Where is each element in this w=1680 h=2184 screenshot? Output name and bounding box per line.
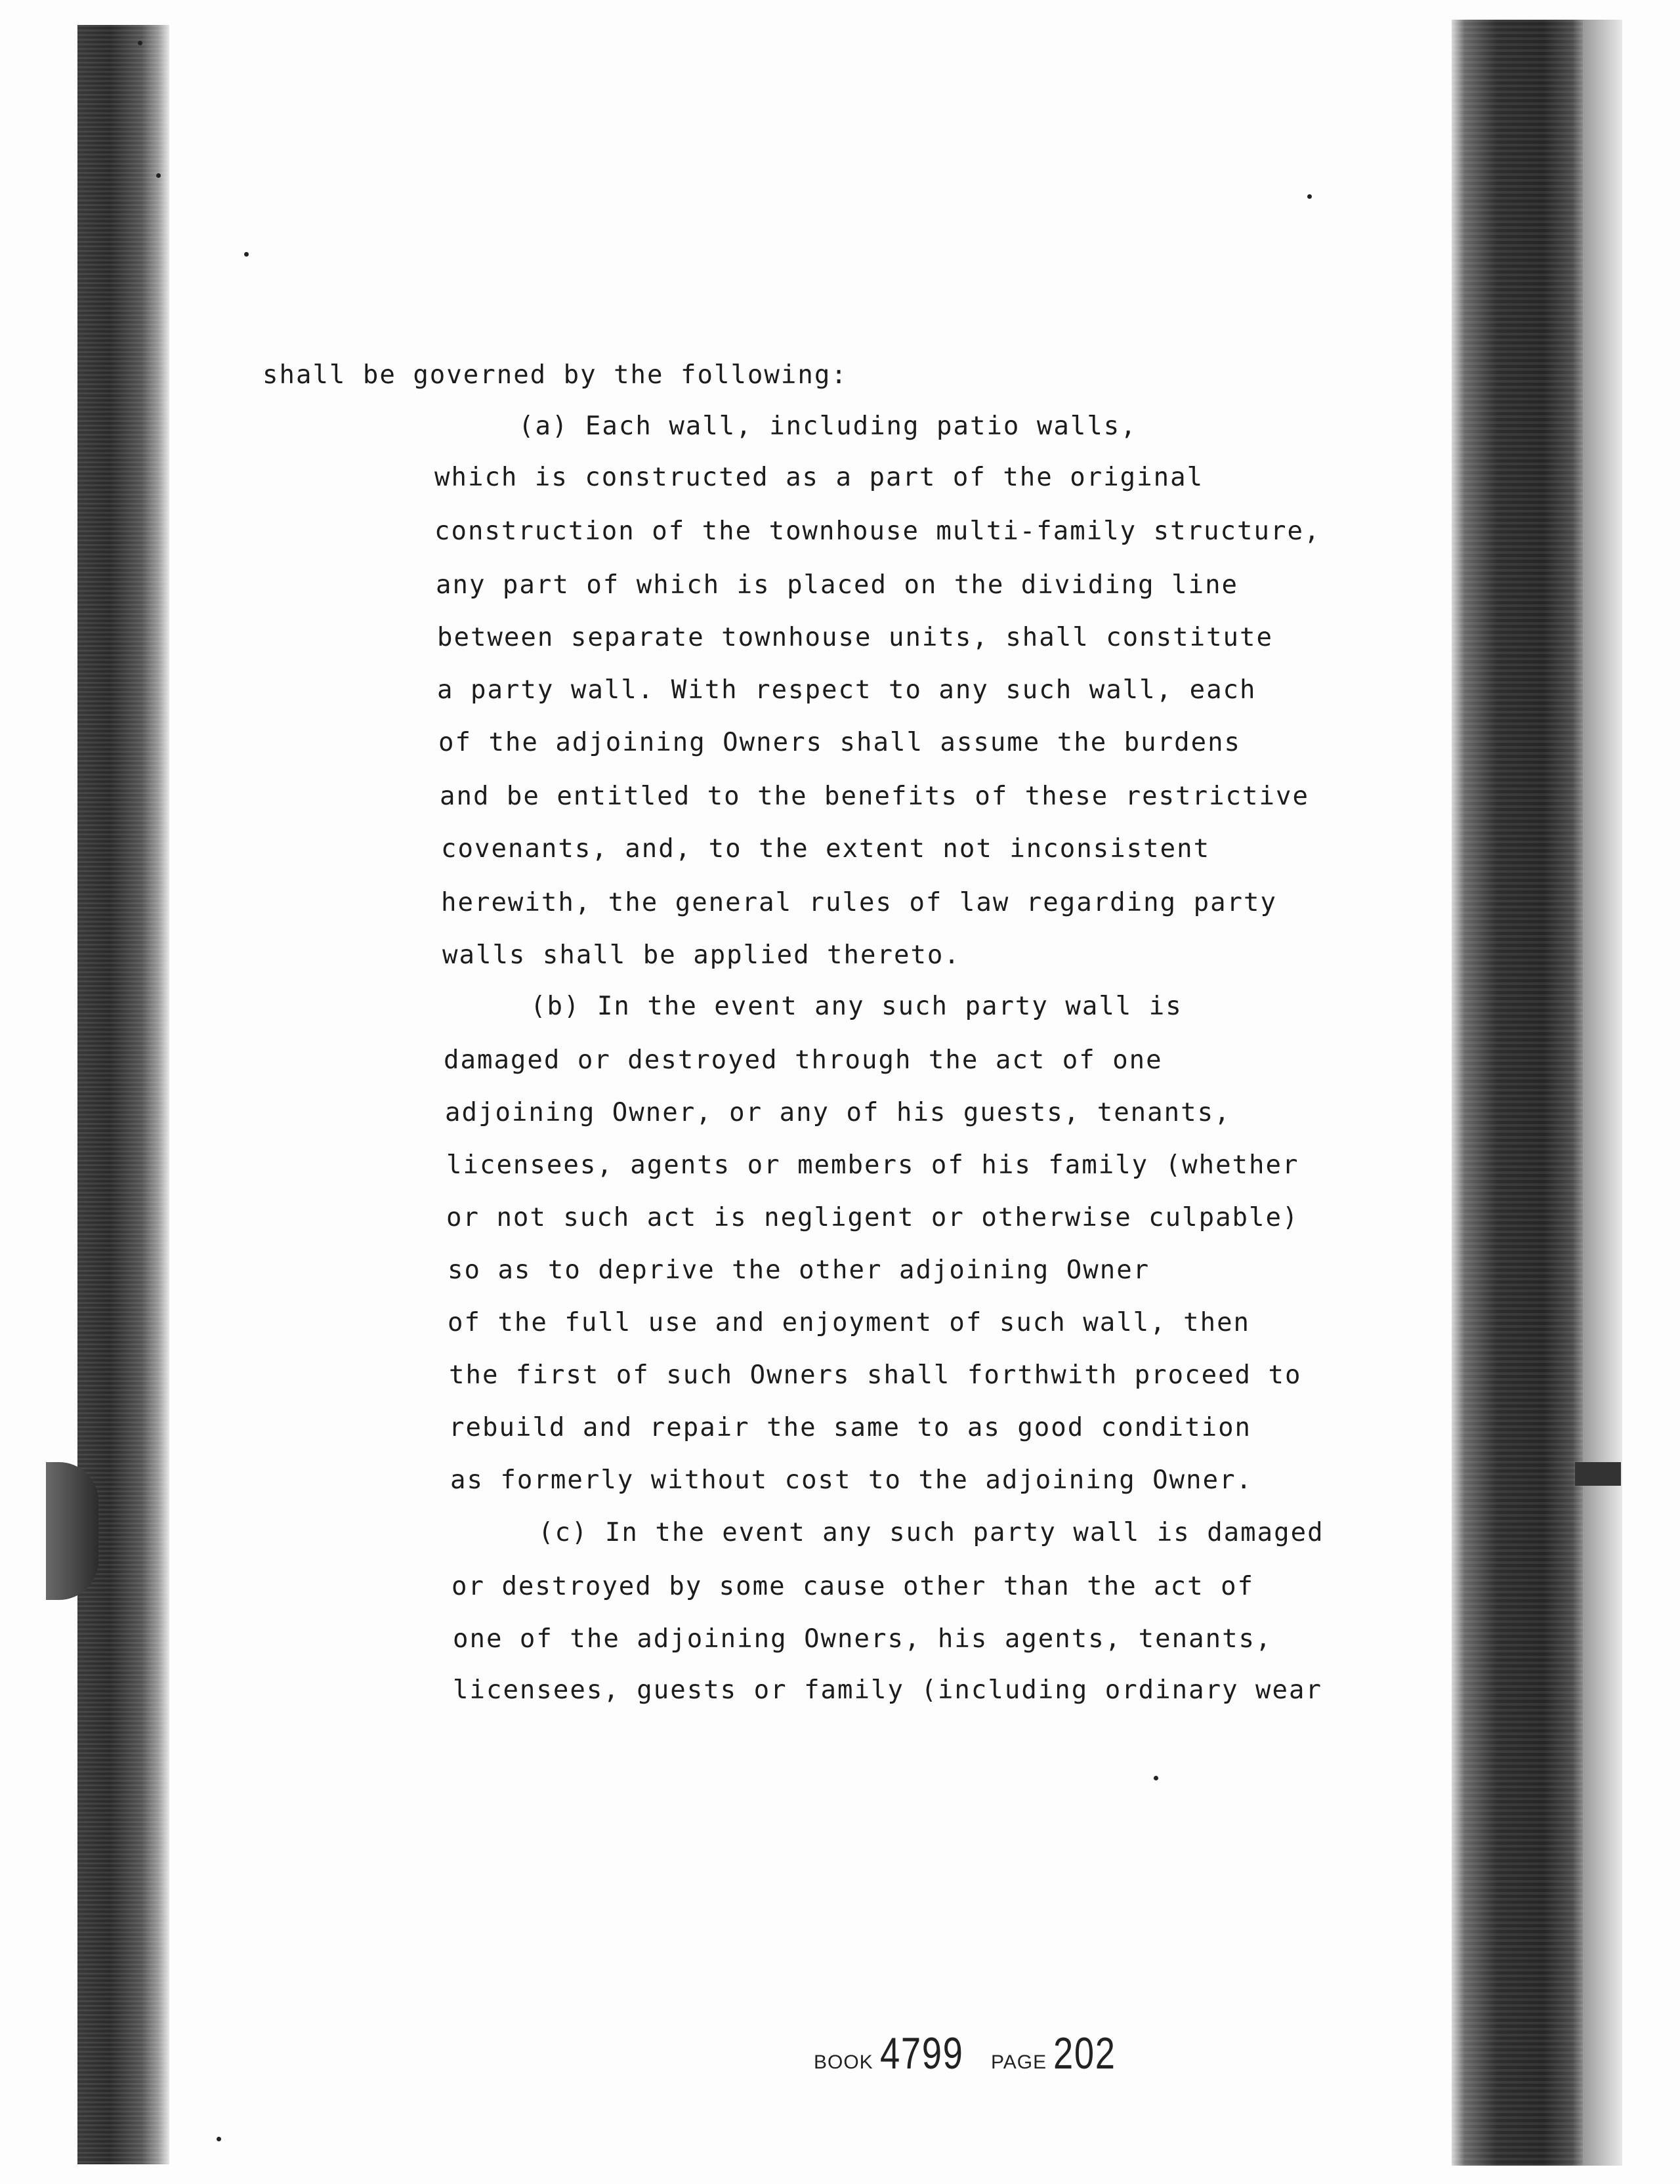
scan-speck: [1307, 194, 1312, 199]
text-line: (b) In the event any such party wall is: [530, 992, 1183, 1021]
text-line: (c) In the event any such party wall is damaged: [538, 1518, 1324, 1547]
page-label: PAGE: [990, 2051, 1047, 2073]
scan-speck: [1154, 1776, 1158, 1780]
text-line: covenants, and, to the extent not inconsistent: [441, 834, 1211, 864]
text-line: or destroyed by some cause other than the act of: [452, 1572, 1255, 1601]
scan-speck: [138, 41, 142, 45]
text-line: (a) Each wall, including patio walls,: [518, 411, 1137, 441]
text-line: one of the adjoining Owners, his agents, tenants,: [453, 1624, 1272, 1654]
text-line: damaged or destroyed through the act of one: [444, 1045, 1163, 1075]
scan-speck: [156, 173, 161, 178]
scan-edge-right: [1452, 20, 1583, 2166]
text-line: adjoining Owner, or any of his guests, tenants,: [445, 1098, 1231, 1127]
text-line: between separate townhouse units, shall constitute: [437, 623, 1273, 652]
text-line: the first of such Owners shall forthwith proceed to: [449, 1360, 1302, 1390]
text-line: walls shall be applied thereto.: [442, 940, 961, 970]
text-line: of the adjoining Owners shall assume the burdens: [438, 728, 1242, 757]
text-line: a party wall. With respect to any such wall, each: [437, 675, 1257, 705]
text-line: construction of the townhouse multi-family structure,: [434, 516, 1321, 546]
scan-speck: [217, 2137, 221, 2141]
book-number: 4799: [879, 2028, 964, 2078]
scan-speck: [244, 252, 249, 257]
page-number: 202: [1053, 2028, 1116, 2078]
book-label: BOOK: [814, 2051, 873, 2073]
text-line: which is constructed as a part of the original: [434, 463, 1204, 492]
text-line: licensees, agents or members of his family (whether: [446, 1150, 1299, 1180]
text-line: licensees, guests or family (including ordinary wear: [453, 1675, 1322, 1705]
text-line: any part of which is placed on the dividing line: [436, 570, 1239, 600]
scan-edge-right-fade: [1583, 20, 1622, 2166]
recording-stamp: [814, 2028, 1132, 2079]
text-line: shall be governed by the following:: [262, 360, 848, 390]
text-line: as formerly without cost to the adjoining Owner.: [450, 1465, 1253, 1495]
text-line: rebuild and repair the same to as good condition: [449, 1413, 1252, 1442]
text-line: so as to deprive the other adjoining Owner: [448, 1255, 1150, 1285]
scan-edge-left: [77, 25, 169, 2164]
binder-tab-left: [46, 1462, 98, 1600]
binder-tab-right: [1575, 1462, 1621, 1486]
text-line: herewith, the general rules of law regarding party: [441, 888, 1277, 917]
text-line: of the full use and enjoyment of such wall, then: [448, 1308, 1251, 1337]
text-line: and be entitled to the benefits of these restrictive: [440, 782, 1309, 811]
text-line: or not such act is negligent or otherwise culpable): [446, 1203, 1299, 1232]
